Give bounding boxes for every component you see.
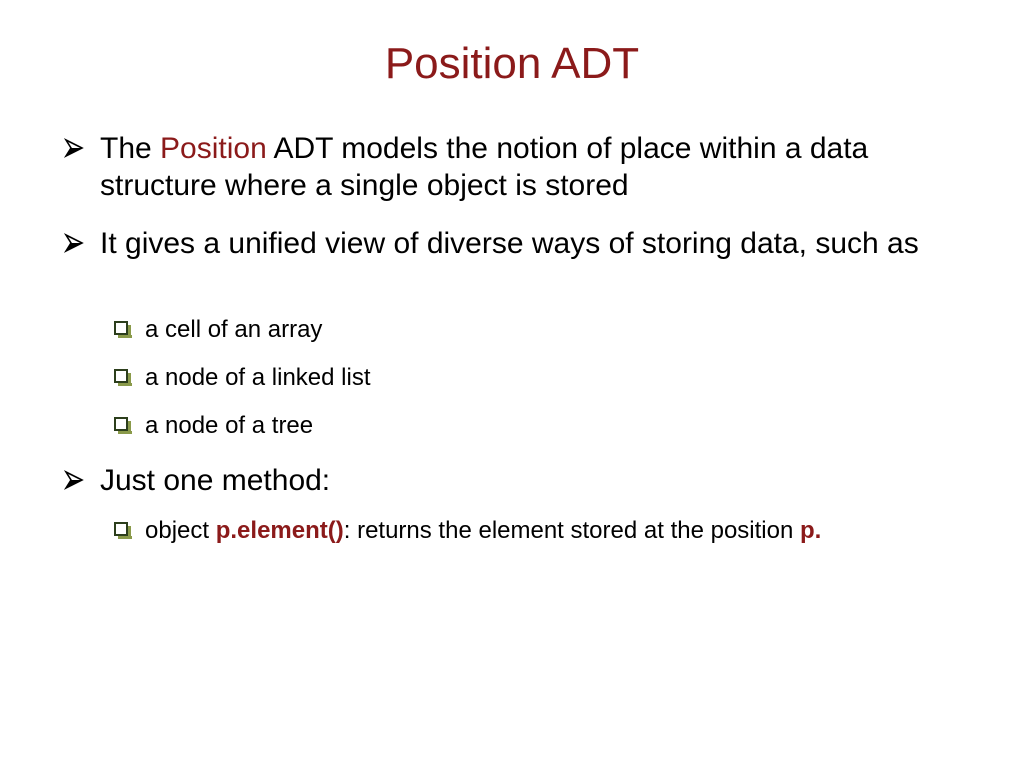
subitem-element-method	[114, 516, 994, 546]
arrow-bullet-icon	[64, 233, 84, 253]
method-position-var: p.	[800, 517, 822, 544]
checkbox-bullet-icon	[114, 369, 128, 383]
bullet-text: Just one method:	[100, 464, 331, 497]
bullet-position-adt	[64, 130, 964, 204]
arrow-bullet-icon	[64, 138, 84, 158]
bullet-text: It gives a unified view of diverse ways of storing data, such as	[100, 227, 919, 260]
subitem-linked-list-node	[114, 363, 994, 393]
position-keyword: Position	[160, 132, 267, 165]
arrow-bullet-icon	[64, 470, 84, 490]
subitem-text: a cell of an array	[145, 316, 323, 343]
checkbox-bullet-icon	[114, 321, 128, 335]
bullet-text-post: ADT models the notion of place within a data structure where a single object is stored	[100, 132, 869, 202]
bullet-text-pre: The	[100, 132, 161, 165]
checkbox-bullet-icon	[114, 522, 128, 536]
method-signature: p.element()	[215, 517, 344, 544]
bullet-one-method	[64, 462, 964, 499]
bullet-text	[100, 130, 964, 204]
slide-title: Position ADT	[384, 39, 640, 88]
method-description: : returns the element stored at the position	[343, 517, 800, 544]
checkbox-bullet-icon	[114, 417, 128, 431]
subitem-text: a node of a linked list	[145, 364, 371, 391]
subitem-array-cell	[114, 315, 994, 345]
subitem-tree-node	[114, 411, 994, 441]
method-text	[145, 516, 994, 546]
bullet-unified-view	[64, 225, 964, 262]
method-return-type: object	[145, 517, 216, 544]
subitem-text: a node of a tree	[145, 412, 314, 439]
